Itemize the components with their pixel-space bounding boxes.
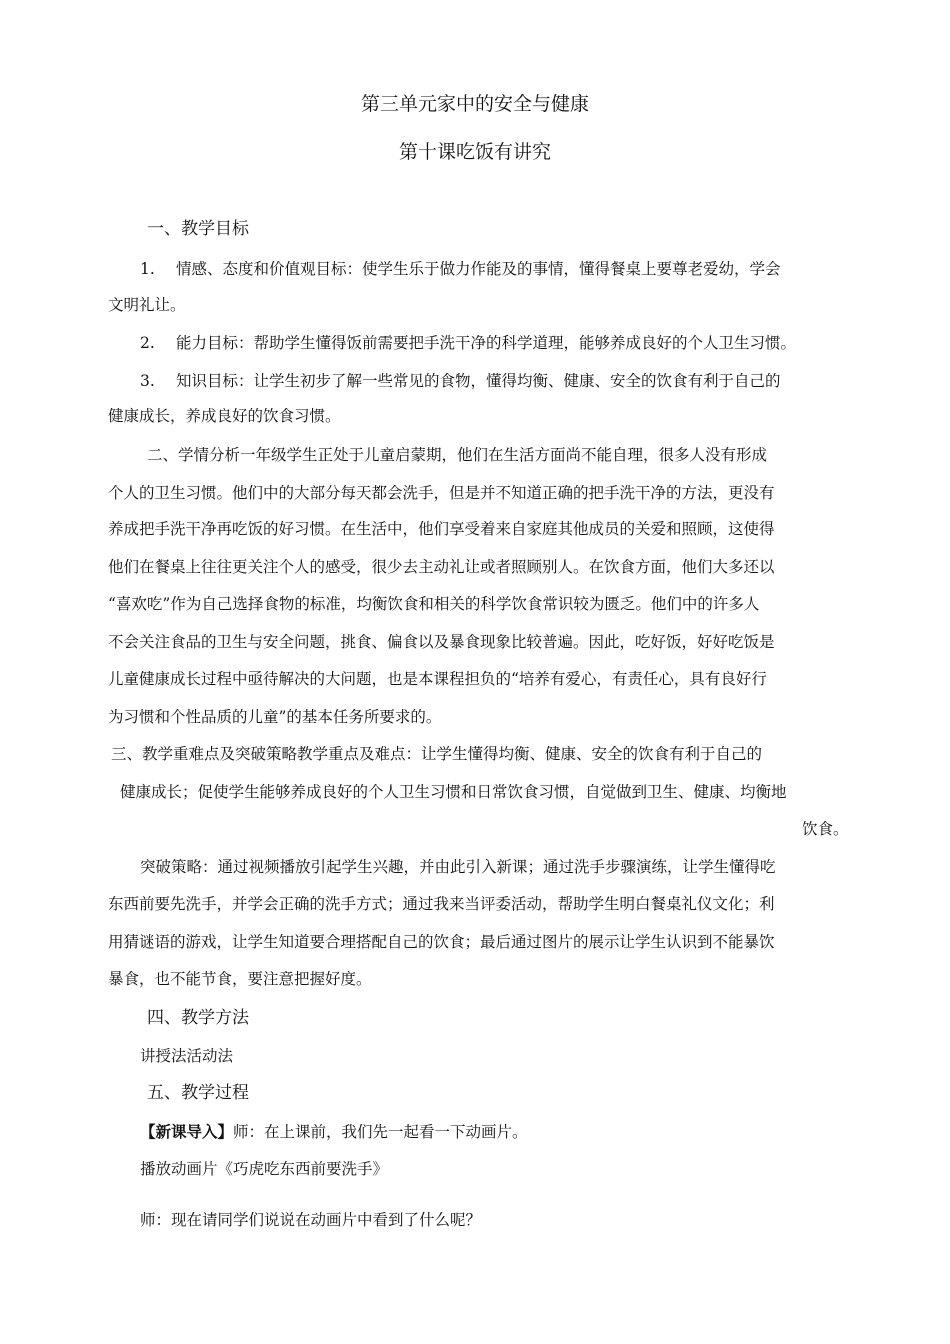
analysis-line: 儿童健康成长过程中亟待解决的大问题，也是本课程担负的“培养有爱心，有责任心，具有良好行: [108, 670, 767, 688]
methods-text: 讲授法活动法: [140, 1047, 234, 1065]
analysis-line: “喜欢吃”作为自己选择食物的标准，均衡饮食和相关的科学饮食常识较为匮乏。他们中的许多人: [108, 595, 760, 613]
goal-item-3: [140, 371, 781, 391]
goal-item-3-cont: 健康成长，养成良好的饮食习惯。: [108, 407, 341, 425]
keypoints-line: 健康成长；促使学生能够养成良好的个人卫生习惯和日常饮食习惯，自觉做到卫生、健康、均衡地: [120, 783, 787, 801]
goal-text: 情感、态度和价值观目标：使学生乐于做力作能及的事情，懂得餐桌上要尊老爱幼，学会: [176, 260, 781, 278]
unit-title: 第三单元家中的安全与健康: [360, 93, 589, 115]
analysis-line: 为习惯和个性品质的儿童”的基本任务所要求的。: [108, 708, 442, 726]
process-heading: 五、教学过程: [147, 1083, 249, 1103]
analysis-line: 二、学情分析一年级学生正处于儿童启蒙期，他们在生活方面尚不能自理，很多人没有形成: [147, 446, 768, 464]
goal-item-2: [140, 333, 796, 353]
intro-label: 【新课导入】: [140, 1122, 234, 1141]
lesson-title: 第十课吃饭有讲究: [398, 141, 551, 163]
goal-text: 知识目标：让学生初步了解一些常见的食物，懂得均衡、健康、安全的饮食有利于自己的: [176, 372, 781, 390]
strategy-line: 暴食，也不能节食，要注意把握好度。: [108, 970, 372, 988]
goal-number: 3.: [140, 372, 155, 390]
strategy-line: 突破策略：通过视频播放引起学生兴趣，并由此引入新课；通过洗手步骤演练，让学生懂得吃: [140, 858, 776, 876]
goals-heading: 一、教学目标: [147, 219, 249, 239]
methods-heading: 四、教学方法: [147, 1008, 249, 1028]
keypoints-line: 饮食。: [802, 820, 849, 838]
analysis-line: 不会关注食品的卫生与安全问题，挑食、偏食以及暴食现象比较普遍。因此，吃好饭，好好吃饭是: [108, 633, 775, 651]
analysis-line: 个人的卫生习惯。他们中的大部分每天都会洗手，但是并不知道正确的把手洗干净的方法，更没有: [108, 484, 775, 502]
intro-text: 师：在上课前，我们先一起看一下动画片。: [233, 1123, 528, 1141]
goal-text: 能力目标：帮助学生懂得饭前需要把手洗干净的科学道理，能够养成良好的个人卫生习惯。: [176, 334, 797, 352]
goal-number: 2.: [140, 334, 155, 352]
strategy-line: 东西前要先洗手，并学会正确的洗手方式；通过我来当评委活动，帮助学生明白餐桌礼仪文化；利: [108, 895, 775, 913]
goal-item-1: [140, 259, 781, 279]
analysis-line: 他们在餐桌上往往更关注个人的感受，很少去主动礼让或者照顾别人。在饮食方面，他们大多还以: [108, 558, 775, 576]
process-question: 师：现在请同学们说说在动画片中看到了什么呢？: [140, 1211, 482, 1229]
analysis-line: 养成把手洗干净再吃饭的好习惯。在生活中，他们享受着来自家庭其他成员的关爱和照顾，这使得: [108, 520, 775, 538]
strategy-line: 用猜谜语的游戏，让学生知道要合理搭配自己的饮食；最后通过图片的展示让学生认识到不能暴饮: [108, 933, 775, 951]
process-intro: [140, 1122, 528, 1142]
keypoints-line: 三、教学重难点及突破策略教学重点及难点：让学生懂得均衡、健康、安全的饮食有利于自己的: [111, 745, 763, 763]
goal-number: 1.: [140, 260, 155, 278]
process-play: 播放动画片《巧虎吃东西前要洗手》: [140, 1160, 389, 1178]
goal-item-1-cont: 文明礼让。: [108, 296, 186, 314]
